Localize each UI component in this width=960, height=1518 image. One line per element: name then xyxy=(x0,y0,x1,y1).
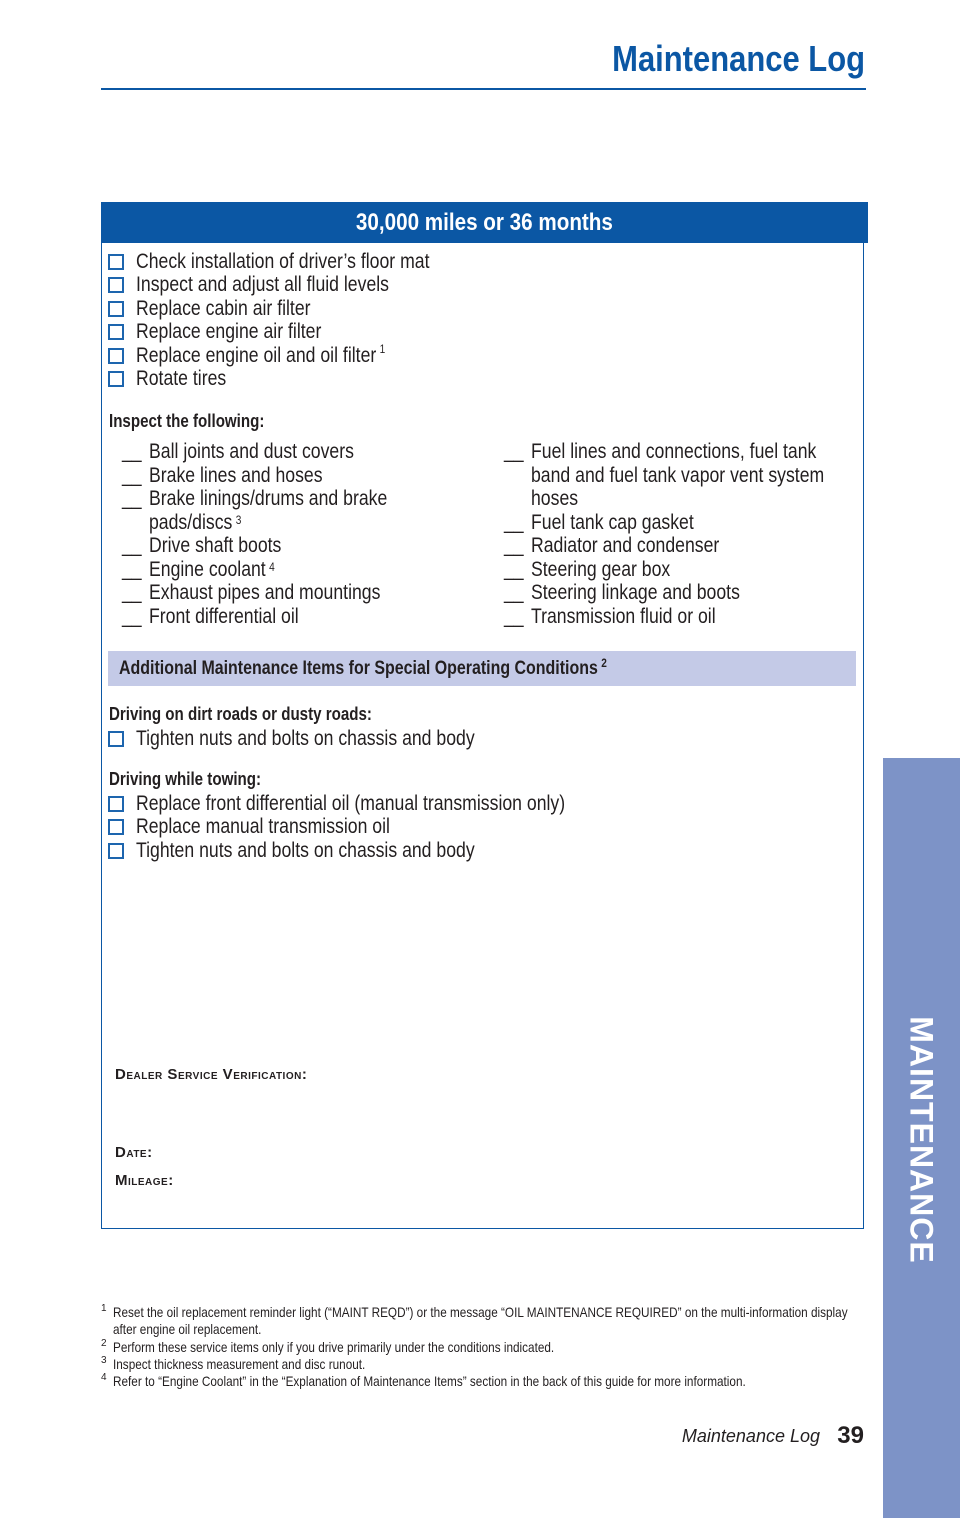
checkbox-icon[interactable] xyxy=(108,796,124,812)
special-conditions-title: Additional Maintenance Items for Special Operating Conditions $^2$ xyxy=(119,655,607,679)
inspect-item-line xyxy=(531,534,880,558)
checklist-item-text: Replace engine oil and oil filter $^1$ xyxy=(136,341,386,367)
footnote xyxy=(101,1339,866,1356)
checkbox-icon[interactable] xyxy=(108,371,124,387)
blank-line: __ xyxy=(122,534,142,557)
blank-line: __ xyxy=(122,463,142,487)
dealer-service-verification-label: DEALER SERVICE VERIFICATION: xyxy=(115,1066,308,1083)
inspect-list-left xyxy=(122,440,433,628)
inspect-item-line xyxy=(149,487,433,511)
checklist-item-text: Replace manual transmission oil xyxy=(136,815,390,839)
footnote xyxy=(101,1356,866,1373)
footnote-text: Reset the oil replacement reminder light (“MAINT REQD”) or the message “OIL MAINTENANCE REQUIRED” on the multi-information display after engine oil replacement. xyxy=(113,1304,848,1338)
inspect-item xyxy=(504,511,880,535)
checklist-item xyxy=(108,321,485,345)
checklist-item-text: Replace cabin air filter xyxy=(136,296,311,320)
checkbox-icon[interactable] xyxy=(108,324,124,340)
blank-line: __ xyxy=(122,487,142,510)
footnote-number: 3 xyxy=(101,1354,107,1366)
footnote xyxy=(101,1373,866,1390)
blank-line: __ xyxy=(122,440,142,463)
inspect-item xyxy=(122,581,433,605)
inspect-item xyxy=(122,558,433,582)
inspect-item-line xyxy=(149,440,433,464)
date-label: DATE: xyxy=(115,1144,153,1161)
checklist-item xyxy=(108,297,485,321)
inspect-list-right xyxy=(504,440,880,628)
inspect-item xyxy=(122,605,433,629)
checklist-item xyxy=(108,250,485,274)
page-title: Maintenance Log xyxy=(612,38,865,79)
checkbox-icon[interactable] xyxy=(108,254,124,270)
inspect-item-line xyxy=(531,558,880,582)
checkbox-icon[interactable] xyxy=(108,731,124,747)
blank-line: __ xyxy=(504,604,524,628)
inspect-item-text: Ball joints and dust covers xyxy=(149,440,354,463)
blank-line: __ xyxy=(122,557,142,581)
inspect-item xyxy=(122,534,433,558)
checklist-item-text: Replace engine air filter xyxy=(136,320,322,344)
checklist-item xyxy=(108,816,647,840)
blank-line: __ xyxy=(504,534,524,557)
inspect-item-text: Transmission fluid or oil xyxy=(531,604,716,628)
side-tab-label: MAINTENANCE xyxy=(903,1016,940,1264)
checklist-item xyxy=(108,341,485,368)
footnote xyxy=(101,1304,866,1339)
inspect-item-text: Fuel lines and connections, fuel tank xyxy=(531,440,817,463)
inspect-item-text: Steering gear box xyxy=(531,557,671,581)
checkbox-icon[interactable] xyxy=(108,301,124,317)
checklist-item xyxy=(108,274,485,298)
checklist-item xyxy=(108,727,539,751)
footnote-text: Refer to “Engine Coolant” in the “Explanation of Maintenance Items” section in the back of this guide for more information. xyxy=(113,1373,746,1390)
checkbox-icon[interactable] xyxy=(108,348,124,364)
box-header xyxy=(101,202,868,243)
checklist-item xyxy=(108,368,485,392)
inspect-item-line xyxy=(149,464,433,488)
inspect-item-line xyxy=(149,534,433,558)
inspect-item xyxy=(504,558,880,582)
title-rule xyxy=(101,88,866,90)
towing-checklist xyxy=(108,792,647,863)
inspect-item-text: Exhaust pipes and mountings xyxy=(149,581,381,604)
inspect-item-line xyxy=(149,558,433,582)
footnote-ref: 3 xyxy=(235,512,242,527)
inspect-item-line xyxy=(149,605,433,629)
inspect-item xyxy=(122,440,433,464)
checklist-item xyxy=(108,839,647,863)
inspect-item-line xyxy=(531,487,880,511)
footnote-text: Perform these service items only if you drive primarily under the conditions indicated. xyxy=(113,1338,555,1355)
checklist-item-text: Inspect and adjust all fluid levels xyxy=(136,273,389,297)
inspect-item-text: band and fuel tank vapor vent system xyxy=(531,463,825,487)
inspect-item-text: Steering linkage and boots xyxy=(531,581,740,604)
inspect-item-line xyxy=(531,581,880,605)
towing-heading: Driving while towing: xyxy=(109,769,262,789)
checklist-item-text: Tighten nuts and bolts on chassis and body xyxy=(136,838,475,862)
checklist-item xyxy=(108,792,647,816)
inspect-item xyxy=(504,534,880,558)
inspect-heading: Inspect the following: xyxy=(109,411,265,431)
inspect-item-line xyxy=(149,511,433,535)
footnote-number: 2 xyxy=(101,1337,107,1349)
box-header-text: 30,000 miles or 36 months xyxy=(356,208,613,236)
inspect-item-line xyxy=(531,605,880,629)
inspect-item-text: hoses xyxy=(531,487,579,510)
inspect-item-text: Brake lines and hoses xyxy=(149,463,323,487)
inspect-item-line xyxy=(531,440,880,464)
checklist-item-text: Rotate tires xyxy=(136,367,227,391)
service-checklist xyxy=(108,250,485,391)
blank-line: __ xyxy=(122,581,142,604)
inspect-item-text: Engine coolant $^4$ xyxy=(149,557,275,581)
checklist-item-text: Check installation of driver’s floor mat xyxy=(136,249,430,273)
inspect-item-text: Fuel tank cap gasket xyxy=(531,510,694,534)
checkbox-icon[interactable] xyxy=(108,819,124,835)
inspect-item-text: Brake linings/drums and brake xyxy=(149,487,388,510)
inspect-item-text: pads/discs $^3$ xyxy=(149,510,242,534)
inspect-item xyxy=(504,605,880,629)
checklist-item-text: Replace front differential oil (manual transmission only) xyxy=(136,791,566,815)
footnote-ref: 4 xyxy=(269,559,275,574)
inspect-item-text: Radiator and condenser xyxy=(531,534,720,557)
inspect-item-line xyxy=(149,581,433,605)
inspect-item-text: Drive shaft boots xyxy=(149,534,282,557)
inspect-item-line xyxy=(531,464,880,488)
page-number: 39 xyxy=(837,1422,864,1449)
footnotes xyxy=(101,1304,866,1390)
mileage-label: MILEAGE: xyxy=(115,1172,174,1189)
footnote-text: Inspect thickness measurement and disc runout. xyxy=(113,1355,366,1372)
inspect-item-text: Front differential oil xyxy=(149,604,299,628)
blank-line: __ xyxy=(504,581,524,604)
inspect-item-line xyxy=(531,511,880,535)
checkbox-icon[interactable] xyxy=(108,843,124,859)
blank-line: __ xyxy=(122,604,142,628)
footer-section-label: Maintenance Log xyxy=(681,1426,820,1446)
special-conditions-bar xyxy=(108,651,856,686)
footnote-number: 1 xyxy=(101,1303,107,1314)
inspect-item xyxy=(122,487,433,534)
footnote-number: 4 xyxy=(101,1372,107,1384)
blank-line: __ xyxy=(504,557,524,581)
footnote-ref: 1 xyxy=(379,341,386,356)
inspect-item xyxy=(122,464,433,488)
blank-line: __ xyxy=(504,510,524,534)
blank-line: __ xyxy=(504,440,524,463)
inspect-item xyxy=(504,581,880,605)
inspect-item xyxy=(504,440,880,511)
dirt-roads-heading: Driving on dirt roads or dusty roads: xyxy=(109,704,372,724)
dirt-roads-checklist xyxy=(108,727,539,751)
checkbox-icon[interactable] xyxy=(108,277,124,293)
checklist-item-text: Tighten nuts and bolts on chassis and body xyxy=(136,726,475,750)
